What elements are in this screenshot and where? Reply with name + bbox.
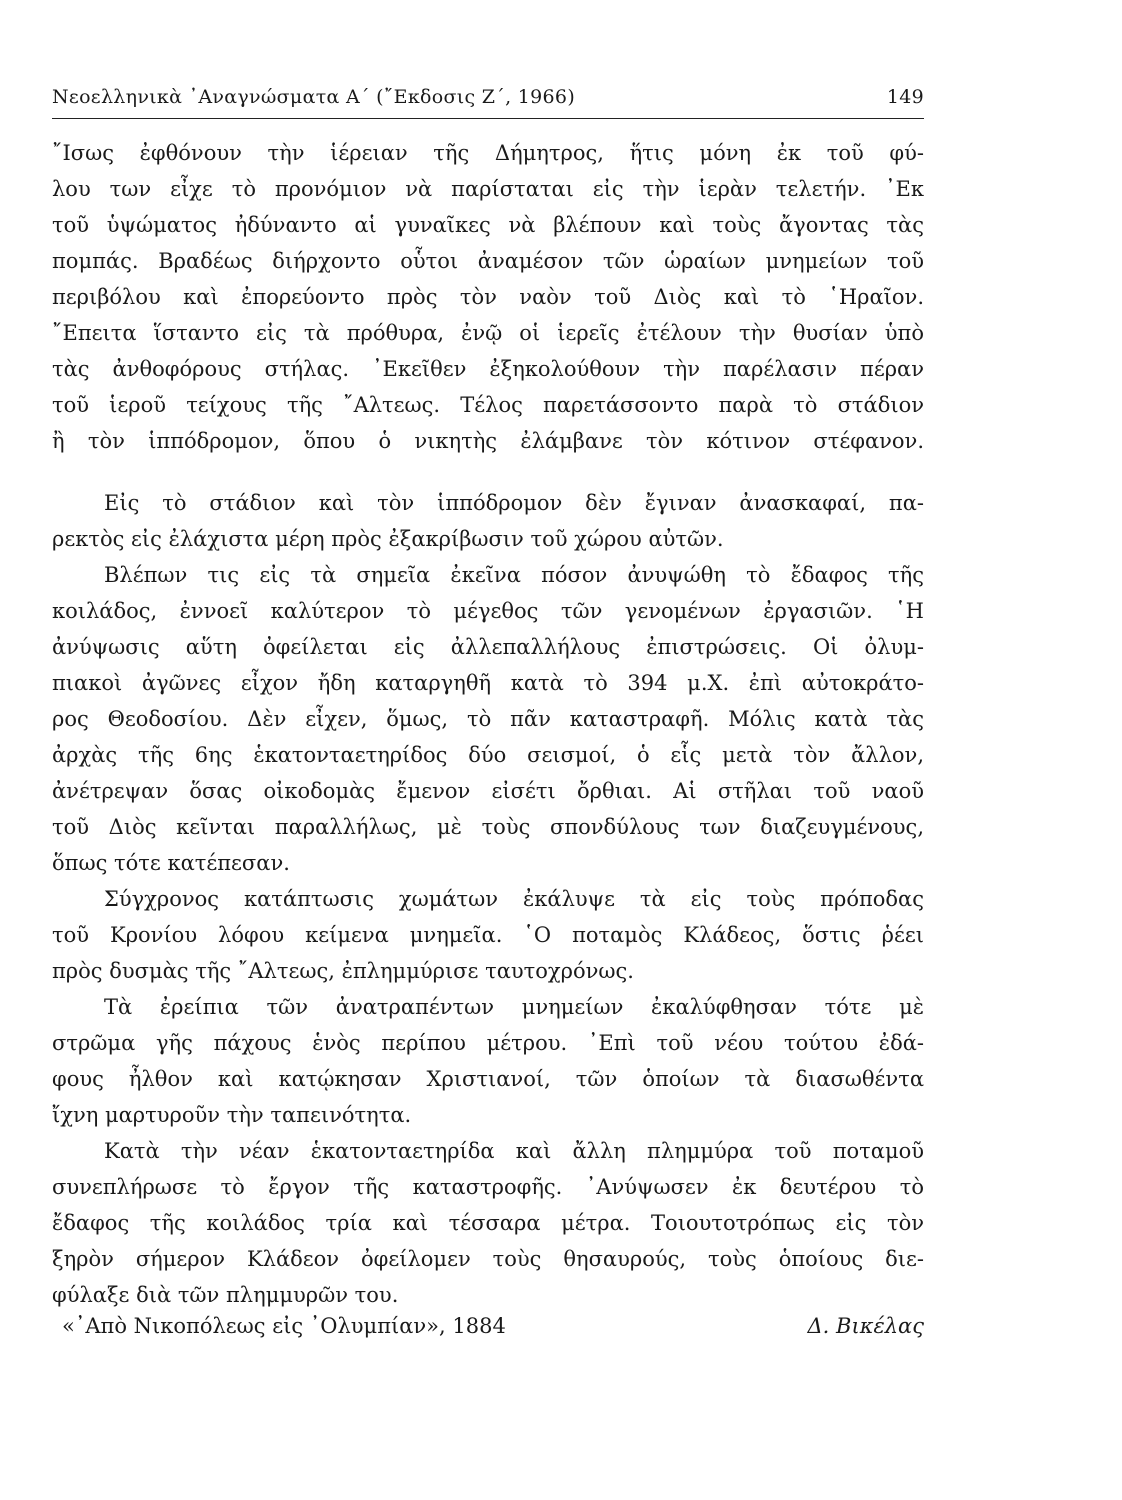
source-attribution	[62, 1308, 924, 1344]
text-line: ῎Ισως ἐφθόνουν τὴν ἱέρειαν τῆς Δήμητρος, ἥτις μόνη ἐκ τοῦ φύ-	[52, 141, 924, 165]
paragraph	[52, 1133, 924, 1313]
text-line: πομπάς. Βραδέως διήρχοντο οὗτοι ἀναμέσον τῶν ὡραίων μνημείων τοῦ	[52, 249, 924, 273]
text-line: τοῦ Διὸς κεῖνται παραλλήλως, μὲ τοὺς σπονδύλους των διαζευγμένους,	[52, 815, 924, 839]
text-line: στρῶμα γῆς πάχους ἑνὸς περίπου μέτρου. ᾿Επὶ τοῦ νέου τούτου ἐδά-	[52, 1031, 924, 1055]
text-line: συνεπλήρωσε τὸ ἔργον τῆς καταστροφῆς. ᾿Ανύψωσεν ἐκ δευτέρου τὸ	[52, 1175, 924, 1199]
text-line: φύλαξε διὰ τῶν πλημμυρῶν του.	[52, 1283, 399, 1307]
text-line: Κατὰ τὴν νέαν ἑκατονταετηρίδα καὶ ἄλλη πλημμύρα τοῦ ποταμοῦ	[104, 1139, 924, 1163]
text-line: λου των εἶχε τὸ προνόμιον νὰ παρίσταται εἰς τὴν ἱερὰν τελετήν. ᾿Εκ	[52, 177, 924, 201]
running-title: Νεοελληνικὰ ᾿Αναγνώσματα Α΄ (῎Εκδοσις Ζ΄, 1966)	[52, 86, 576, 108]
page-number: 149	[886, 86, 924, 108]
text-line: κοιλάδος, ἐννοεῖ καλύτερον τὸ μέγεθος τῶν γενομένων ἐργασιῶν. ῾Η	[52, 599, 924, 623]
text-line: τοῦ Κρονίου λόφου κείμενα μνημεῖα. ῾Ο ποταμὸς Κλάδεος, ὅστις ῥέει	[52, 923, 924, 947]
text-line: ρος Θεοδοσίου. Δὲν εἶχεν, ὅμως, τὸ πᾶν καταστραφῆ. Μόλις κατὰ τὰς	[52, 707, 924, 731]
text-line: Εἰς τὸ στάδιον καὶ τὸν ἱππόδρομον δὲν ἔγιναν ἀνασκαφαί, πα-	[104, 491, 924, 515]
paragraph	[52, 989, 924, 1133]
running-head	[52, 86, 924, 116]
text-line: ἔδαφος τῆς κοιλάδος τρία καὶ τέσσαρα μέτρα. Τοιουτοτρόπως εἰς τὸν	[52, 1211, 924, 1235]
text-line: τοῦ ἱεροῦ τείχους τῆς ῎Αλτεως. Τέλος παρετάσσοντο παρὰ τὸ στάδιον	[52, 393, 924, 417]
source-citation: «᾿Απὸ Νικοπόλεως εἰς ᾿Ολυμπίαν», 1884	[62, 1314, 506, 1338]
paragraph	[52, 485, 924, 557]
source-author: Δ. Βικέλας	[807, 1314, 924, 1338]
text-line: ὅπως τότε κατέπεσαν.	[52, 851, 290, 875]
body-text	[52, 135, 924, 1313]
text-line: ἀνέτρεψαν ὅσας οἰκοδομὰς ἔμενον εἰσέτι ὄρθιαι. Αἱ στῆλαι τοῦ ναοῦ	[52, 779, 924, 803]
section-gap	[52, 459, 924, 485]
text-line: πρὸς δυσμὰς τῆς ῎Αλτεως, ἐπλημμύρισε ταυτοχρόνως.	[52, 959, 634, 983]
paragraph	[52, 881, 924, 989]
text-line: φους ἦλθον καὶ κατῴκησαν Χριστιανοί, τῶν ὁποίων τὰ διασωθέντα	[52, 1067, 924, 1091]
text-line: τὰς ἀνθοφόρους στήλας. ᾿Εκεῖθεν ἐξηκολούθουν τὴν παρέλασιν πέραν	[52, 357, 924, 381]
text-line: ῎Επειτα ἵσταντο εἰς τὰ πρόθυρα, ἐνῷ οἱ ἱερεῖς ἐτέλουν τὴν θυσίαν ὑπὸ	[52, 321, 924, 345]
book-page	[52, 0, 924, 1500]
text-line: πιακοὶ ἀγῶνες εἶχον ἤδη καταργηθῆ κατὰ τὸ 394 μ.Χ. ἐπὶ αὐτοκράτο-	[52, 671, 924, 695]
text-line: ξηρὸν σήμερον Κλάδεον ὀφείλομεν τοὺς θησαυρούς, τοὺς ὁποίους διε-	[52, 1247, 924, 1271]
text-line: ἀνύψωσις αὕτη ὀφείλεται εἰς ἀλλεπαλλήλους ἐπιστρώσεις. Οἱ ὀλυμ-	[52, 635, 924, 659]
text-line: Τὰ ἐρείπια τῶν ἀνατραπέντων μνημείων ἐκαλύφθησαν τότε μὲ	[104, 995, 924, 1019]
text-line: περιβόλου καὶ ἐπορεύοντο πρὸς τὸν ναὸν τοῦ Διὸς καὶ τὸ ῾Ηραῖον.	[52, 285, 924, 309]
text-line: ἴχνη μαρτυροῦν τὴν ταπεινότητα.	[52, 1103, 412, 1127]
paragraph	[52, 135, 924, 459]
text-line: ἀρχὰς τῆς 6ης ἑκατονταετηρίδος δύο σεισμοί, ὁ εἷς μετὰ τὸν ἄλλον,	[52, 743, 924, 767]
header-rule	[52, 118, 924, 119]
text-line: Βλέπων τις εἰς τὰ σημεῖα ἐκεῖνα πόσον ἀνυψώθη τὸ ἔδαφος τῆς	[104, 563, 924, 587]
text-line: Σύγχρονος κατάπτωσις χωμάτων ἐκάλυψε τὰ εἰς τοὺς πρόποδας	[104, 887, 924, 911]
paragraph	[52, 557, 924, 881]
text-line: τοῦ ὑψώματος ἠδύναντο αἱ γυναῖκες νὰ βλέπουν καὶ τοὺς ἄγοντας τὰς	[52, 213, 924, 237]
text-line: ρεκτὸς εἰς ἐλάχιστα μέρη πρὸς ἐξακρίβωσιν τοῦ χώρου αὐτῶν.	[52, 527, 724, 551]
text-line: ἢ τὸν ἱππόδρομον, ὅπου ὁ νικητὴς ἐλάμβανε τὸν κότινον στέφανον.	[52, 429, 924, 453]
